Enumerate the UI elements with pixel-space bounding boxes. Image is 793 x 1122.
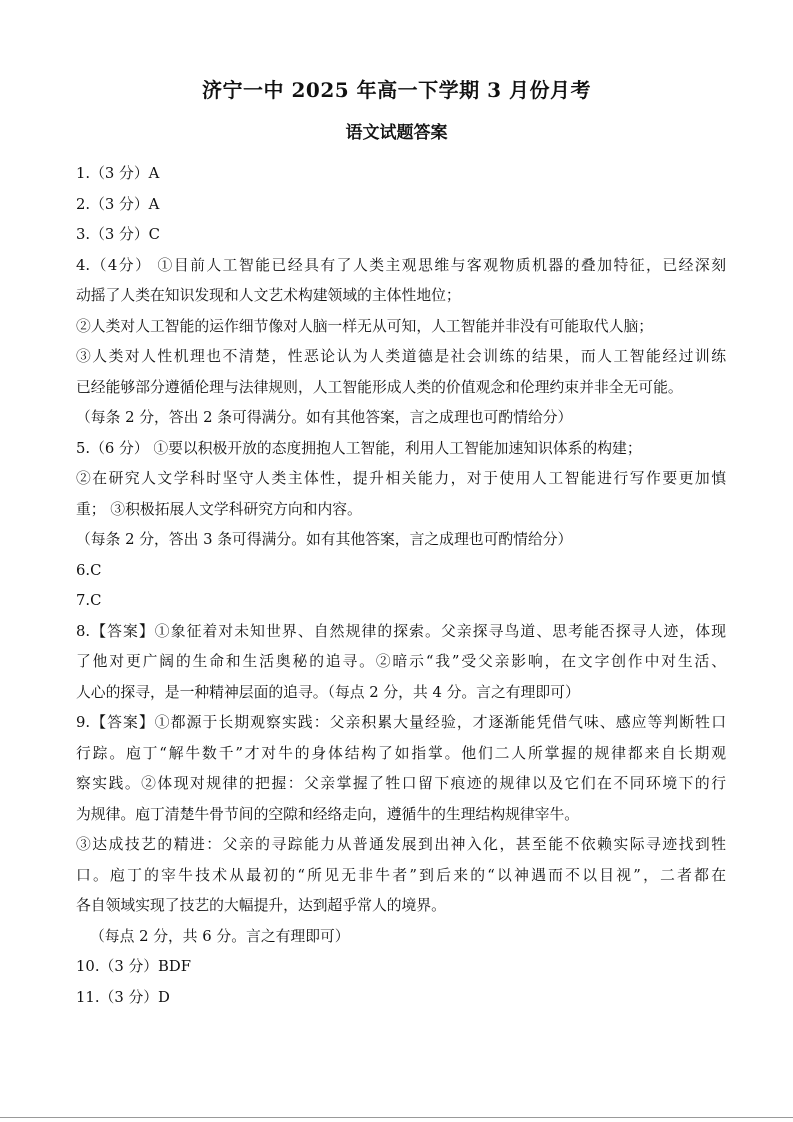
answer-line-8: 已经能够部分遵循伦理与法律规则，人工智能形成人类的价值观念和伦理约束并非全无可能。 — [76, 378, 683, 396]
answer-line-17: 了他对更广阔的生命和生活奥秘的追寻。②暗示“我”受父亲影响，在文字创作中对生活、 — [76, 653, 726, 670]
answer-content — [76, 159, 726, 1013]
answer-line-1: 1.（3 分）A — [76, 165, 160, 182]
answer-line-14: 6.C — [76, 561, 102, 579]
answer-line-2: 2.（3 分）A — [76, 195, 160, 213]
answer-line-21: 察实践。②体现对规律的把握：父亲掌握了牲口留下痕迹的规律以及它们在不同环境下的行 — [76, 775, 726, 792]
answer-line-16: 8.【答案】①象征着对未知世界、自然规律的探索。父亲探寻鸟道、思考能否探寻人迹，体现 — [76, 622, 726, 640]
answer-line-20: 行踪。庖丁“解牛数千”才对牛的身体结构了如指掌。他们二人所掌握的规律都来自长期观 — [76, 744, 726, 762]
answer-line-13: （每条 2 分，答出 3 条可得满分。如有其他答案，言之成理也可酌情给分） — [76, 531, 573, 548]
document-subtitle: 语文试题答案 — [345, 123, 448, 143]
answer-line-12: 重； ③积极拓展人文学科研究方向和内容。 — [76, 500, 362, 518]
answer-line-7: ③人类对人性机理也不清楚，性恶论认为人类道德是社会训练的结果，而人工智能经过训练 — [76, 348, 726, 365]
answer-line-22: 为规律。庖丁清楚牛骨节间的空隙和经络走向，遵循牛的生理结构规律宰牛。 — [76, 805, 580, 823]
answer-line-23: ③达成技艺的精进：父亲的寻踪能力从普通发展到出神入化，甚至能不依赖实际寻迹找到牲 — [76, 836, 726, 853]
document-title: 济宁一中 2025 年高一下学期 3 月份月考 — [202, 78, 591, 102]
answer-line-5: 动摇了人类在知识发现和人文艺术构建领域的主体性地位； — [76, 287, 461, 304]
answer-line-9: （每条 2 分，答出 2 条可得满分。如有其他答案，言之成理也可酌情给分） — [76, 409, 573, 426]
answer-line-11: ②在研究人文学科时坚守人类主体性，提升相关能力，对于使用人工智能进行写作要更加慎 — [76, 470, 726, 487]
answer-line-28: 11.（3 分）D — [76, 988, 170, 1006]
answer-line-26: （每点 2 分，共 6 分。言之有理即可） — [90, 927, 350, 945]
answer-line-19: 9.【答案】①都源于长期观察实践：父亲积累大量经验，才逐渐能凭借气味、感应等判断牲口 — [76, 714, 726, 731]
answer-line-6: ②人类对人工智能的运作细节像对人脑一样无从可知，人工智能并非没有可能取代人脑； — [76, 317, 654, 335]
answer-line-27: 10.（3 分）BDF — [76, 958, 192, 975]
answer-line-3: 3.（3 分）C — [76, 226, 160, 243]
answer-line-10: 5.（6 分） ①要以积极开放的态度拥抱人工智能，利用人工智能加速知识体系的构建； — [76, 439, 642, 457]
page-bottom-divider — [0, 1117, 793, 1118]
answer-line-15: 7.C — [76, 592, 102, 609]
answer-line-24: 口。庖丁的宰牛技术从最初的“所见无非牛者”到后来的“以神遇而不以目视”，二者都在 — [76, 866, 726, 884]
answer-line-4: 4.（4分） ①目前人工智能已经具有了人类主观思维与客观物质机器的叠加特征，已经深刻 — [76, 256, 726, 274]
answer-line-18: 人心的探寻，是一种精神层面的追寻。（每点 2 分，共 4 分。言之有理即可） — [76, 683, 580, 701]
answer-line-25: 各自领域实现了技艺的大幅提升，达到超乎常人的境界。 — [76, 897, 446, 914]
